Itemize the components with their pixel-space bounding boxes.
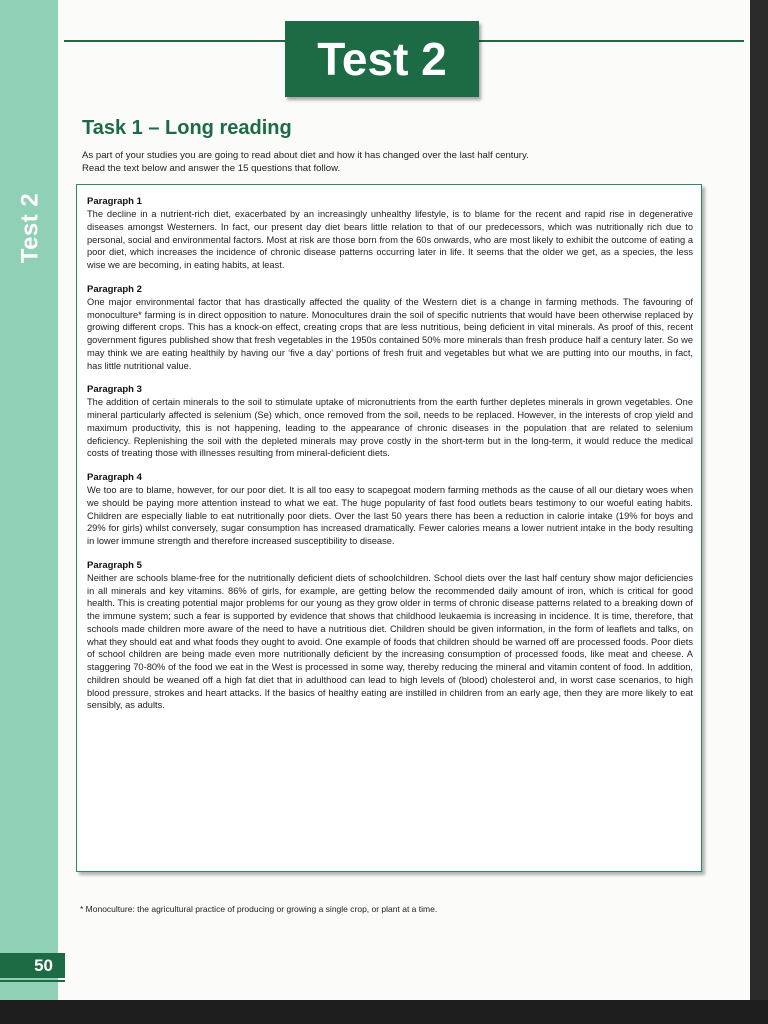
page-number: 50 <box>0 953 65 978</box>
paragraph-heading: Paragraph 4 <box>87 472 142 483</box>
paragraph-heading: Paragraph 5 <box>87 559 142 571</box>
paragraph-2 <box>87 283 693 373</box>
footnote: * Monoculture: the agricultural practice of producing or growing a single crop, or plant at a time. <box>80 904 438 914</box>
paragraph-heading: Paragraph 1 <box>87 196 142 207</box>
side-test-label-text: Test 2 <box>16 192 43 264</box>
task-title: Task 1 – Long reading <box>82 117 292 139</box>
paragraph-body: One major environmental factor that has drastically affected the quality of the Western diet is a change in farming methods. The favouring of monoculture* farming is in direct opposition to nature. Monocultures drain the soil of specific nutrients that would have been otherwise replaced by growing different crops. This has a knock-on effect, creating crops that are less nutritious, being deficient in vital minerals. As proof of this, recent government figures published show that fresh vegetables in the 1950s contained 50% more minerals than fresh produce half a century later. So we may think we are eating healthily by having our ‘five a day’ portions of fresh fruit and vegetables but what we are putting into our mouths, in fact, has little nutritional value. <box>87 296 693 371</box>
reading-text-box <box>76 184 702 872</box>
paragraph-3 <box>87 383 693 460</box>
task-intro-line: As part of your studies you are going to read about diet and how it has changed over the last half century. <box>82 150 529 161</box>
paragraph-5 <box>87 559 693 712</box>
paragraph-1 <box>87 195 693 272</box>
side-test-label <box>6 178 54 278</box>
paragraph-body: The decline in a nutrient-rich diet, exacerbated by an increasingly unhealthy lifestyle, is to blame for the recent and rapid rise in degenerative diseases amongst Westerners. In fact, our present day diet bears little relation to that of our predecessors, which was nutritionally rich due to personal, social and environmental factors. Most at risk are those born from the 60s onwards, who are most likely to exhibit the outcome of eating a poor diet, which increases the incidence of chronic disease patterns occurring later in life. It seems that the older we get, as a species, the less wise we are becoming, in eating habits, at least. <box>87 209 693 270</box>
scan-background <box>0 1000 768 1024</box>
paragraph-heading: Paragraph 2 <box>87 283 142 295</box>
task-intro-line: Read the text below and answer the 15 questions that follow. <box>82 163 341 174</box>
side-band <box>0 0 58 1000</box>
paragraph-4 <box>87 471 693 548</box>
task-intro <box>82 149 702 175</box>
test-badge: Test 2 <box>285 21 479 97</box>
paragraph-body: We too are to blame, however, for our poor diet. It is all too easy to scapegoat modern farming methods as the cause of all our dietary woes when we should be paying more attention instead to what we eat. The huge popularity of fast food outlets bears testimony to our woeful eating habits. Children are especially liable to eat nutritionally poor diets. Over the last 50 years there has been a reduction in calorie intake (19% for boys and 29% for girls) whilst conversely, sugar consumption has increased dramatically. Fewer calories means a lower nutrient intake in the body resulting in lower immune strength and therefore increased susceptibility to disease. <box>87 485 693 546</box>
paragraph-body: Neither are schools blame-free for the nutritionally deficient diets of schoolchildren. School diets over the last half century show major deficiencies in all minerals and key vitamins. 86% of girls, for example, are getting below the recommended daily amount of iron, which is critical for good health. This is creating potential major problems for our young as they grow older in terms of chronic disease patterns related to a breaking down of the immune system; such a fear is supported by evidence that shows that childhood leukaemia is increasing in incidence. It is time, therefore, that schools made children more aware of the need to have a nutritious diet. Children should be given information, in the form of leaflets and talks, on what they should eat and what foods they ought to avoid. One example of foods that children should be warned off are processed foods. Poor diets of school children are being made even more nutritionally deficient by the increasing consumption of processed foods, like meat and cheese. A staggering 70-80% of the food we eat in the West is processed in some way, thereby reducing the mineral and vitamin content of food. In addition, children should be weaned off a high fat diet that in adulthood can lead to high levels of (blood) cholesterol and, in worst case scenarios, to high blood pressure, strokes and heart attacks. If the basics of healthy eating are instilled in children from an early age, then they are more likely to eat sensibly, as adults. <box>87 572 693 711</box>
paragraph-body: The addition of certain minerals to the soil to stimulate uptake of micronutrients from the earth further depletes minerals in grown vegetables. One mineral particularly affected is selenium (Se) which, once removed from the soil, needs to be replaced. However, in the interests of crop yield and maximum productivity, this is not happening, leading to the appearance of chronic diseases in the population that are related to selenium deficiency. Replenishing the soil with the depleted minerals may prove costly in the short-term but in the long-term, it would reduce the medical costs of treating those with illnesses resulting from mineral-deficient diets. <box>87 397 693 459</box>
page-number-rule <box>0 980 65 982</box>
paragraph-heading: Paragraph 3 <box>87 384 142 396</box>
